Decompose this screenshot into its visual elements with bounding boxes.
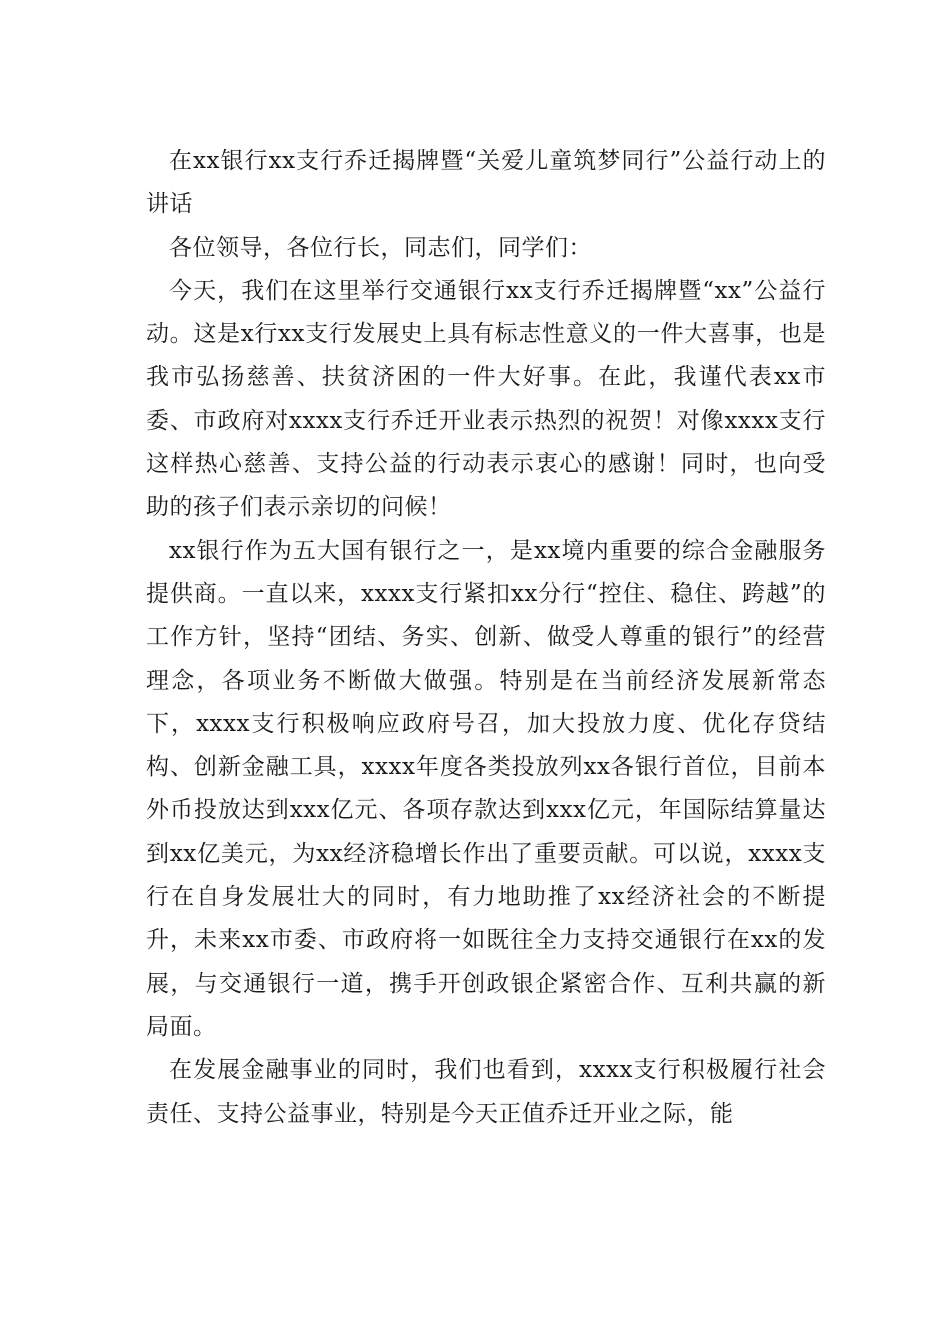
document-body	[146, 140, 826, 1136]
salutation: 各位领导，各位行长，同志们，同学们：	[169, 234, 592, 261]
document-title: 在xx银行xx支行乔迁揭牌暨“关爱儿童筑梦同行”公益行动上的讲话	[146, 148, 826, 218]
paragraph-1: 今天，我们在这里举行交通银行xx支行乔迁揭牌暨“xx”公益行动。这是x行xx支行发展史上具有标志性意义的一件大喜事，也是我市弘扬慈善、扶贫济困的一件大好事。在此，我谨代表xx市委、市政府对xxxx支行乔迁开业表示热烈的祝贺！对像xxxx支行这样热心慈善、支持公益的行动表示衷心的感谢！同时，也向受助的孩子们表示亲切的问候！	[146, 277, 826, 521]
paragraph-2: xx银行作为五大国有银行之一，是xx境内重要的综合金融服务提供商。一直以来，xxxx支行紧扣xx分行“控住、稳住、跨越”的工作方针，坚持“团结、务实、创新、做受人尊重的银行”的经营理念，各项业务不断做大做强。特别是在当前经济发展新常态下，xxxx支行积极响应政府号召，加大投放力度、优化存贷结构、创新金融工具，xxxx年度各类投放列xx各银行首位，目前本外币投放达到xxx亿元、各项存款达到xxx亿元，年国际结算量达到xx亿美元，为xx经济稳增长作出了重要贡献。可以说，xxxx支行在自身发展壮大的同时，有力地助推了xx经济社会的不断提升，未来xx市委、市政府将一如既往全力支持交通银行在xx的发展，与交通银行一道，携手开创政银企紧密合作、互利共赢的新局面。	[146, 537, 826, 1040]
paragraph-3: 在发展金融事业的同时，我们也看到，xxxx支行积极履行社会责任、支持公益事业，特别是今天正值乔迁开业之际，能	[146, 1057, 826, 1127]
